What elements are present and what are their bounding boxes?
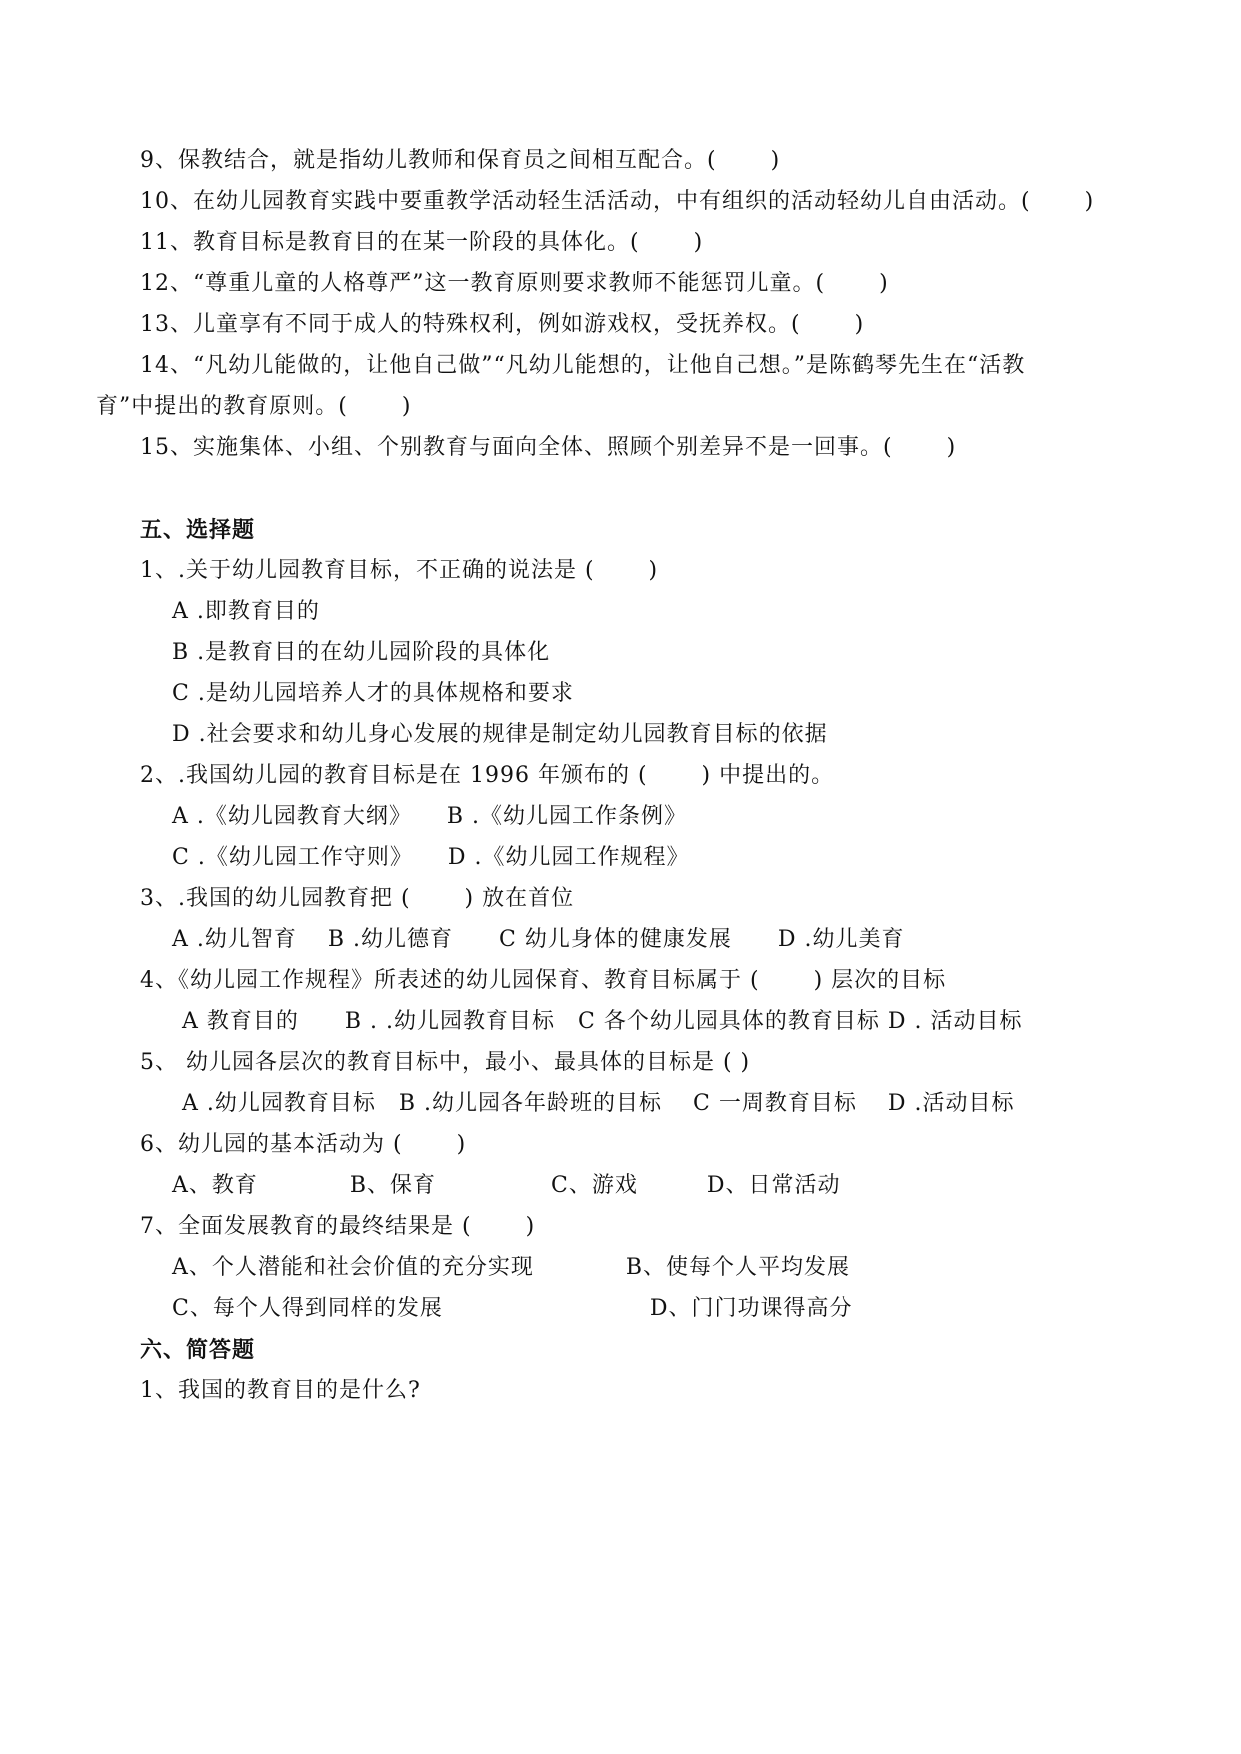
q2-stem: 2、.我国幼儿园的教育目标是在 1996 年颁布的 ( ) 中提出的。 bbox=[140, 763, 835, 788]
section-title-choice: 五、选择题 bbox=[140, 517, 256, 543]
tf-item-10: 10、在幼儿园教育实践中要重教学活动轻生活活动，中有组织的活动轻幼儿自由活动。( ) bbox=[140, 189, 1095, 214]
q5-stem: 5、 幼儿园各层次的教育目标中，最小、最具体的目标是 ( ) bbox=[140, 1050, 751, 1075]
section-title-short-answer: 六、简答题 bbox=[140, 1337, 256, 1363]
q5-options: A .幼儿园教育目标 B .幼儿园各年龄班的目标 C 一周教育目标 D .活动目标 bbox=[182, 1091, 1015, 1116]
q4-stem: 4、《幼儿园工作规程》所表述的幼儿园保育、教育目标属于 ( ) 层次的目标 bbox=[140, 968, 947, 993]
q7-stem: 7、全面发展教育的最终结果是 ( ) bbox=[140, 1214, 536, 1239]
tf-item-14: 14、“凡幼儿能做的，让他自己做”“凡幼儿能想的，让他自己想。”是陈鹤琴先生在“活教 bbox=[140, 353, 1026, 378]
q4-options: A 教育目的 B . .幼儿园教育目标 C 各个幼儿园具体的教育目标 D . 活动目标 bbox=[182, 1009, 1023, 1034]
tf-item-9: 9、保教结合，就是指幼儿教师和保育员之间相互配合。( ) bbox=[140, 148, 781, 173]
q6-options: A、教育 B、保育 C、游戏 D、日常活动 bbox=[172, 1173, 841, 1198]
tf-item-13: 13、儿童享有不同于成人的特殊权利，例如游戏权，受抚养权。( ) bbox=[140, 312, 865, 337]
q3-options: A .幼儿智育 B .幼儿德育 C 幼儿身体的健康发展 D .幼儿美育 bbox=[172, 927, 905, 952]
q1-option-d: D .社会要求和幼儿身心发展的规律是制定幼儿园教育目标的依据 bbox=[172, 722, 828, 747]
tf-item-14-cont: 育”中提出的教育原则。( ) bbox=[96, 394, 412, 419]
q3-stem: 3、.我国的幼儿园教育把 ( ) 放在首位 bbox=[140, 886, 575, 911]
q2-options-cd: C .《幼儿园工作守则》 D .《幼儿园工作规程》 bbox=[172, 845, 690, 870]
q1-stem: 1、.关于幼儿园教育目标，不正确的说法是 ( ) bbox=[140, 558, 659, 583]
tf-item-11: 11、教育目标是教育目的在某一阶段的具体化。( ) bbox=[140, 230, 704, 255]
q1-option-c: C .是幼儿园培养人才的具体规格和要求 bbox=[172, 681, 574, 706]
q6-stem: 6、幼儿园的基本活动为 ( ) bbox=[140, 1132, 467, 1157]
tf-item-15: 15、实施集体、小组、个别教育与面向全体、照顾个别差异不是一回事。( ) bbox=[140, 435, 957, 460]
q1-option-b: B .是教育目的在幼儿园阶段的具体化 bbox=[172, 640, 551, 665]
sa-q1: 1、我国的教育目的是什么? bbox=[140, 1378, 421, 1403]
q7-options-cd: C、每个人得到同样的发展 D、门门功课得高分 bbox=[172, 1296, 853, 1321]
q1-option-a: A .即教育目的 bbox=[172, 599, 320, 624]
q2-options-ab: A .《幼儿园教育大纲》 B .《幼儿园工作条例》 bbox=[172, 804, 688, 829]
tf-item-12: 12、“尊重儿童的人格尊严”这一教育原则要求教师不能惩罚儿童。( ) bbox=[140, 271, 889, 296]
q7-options-ab: A、个人潜能和社会价值的充分实现 B、使每个人平均发展 bbox=[172, 1255, 851, 1280]
